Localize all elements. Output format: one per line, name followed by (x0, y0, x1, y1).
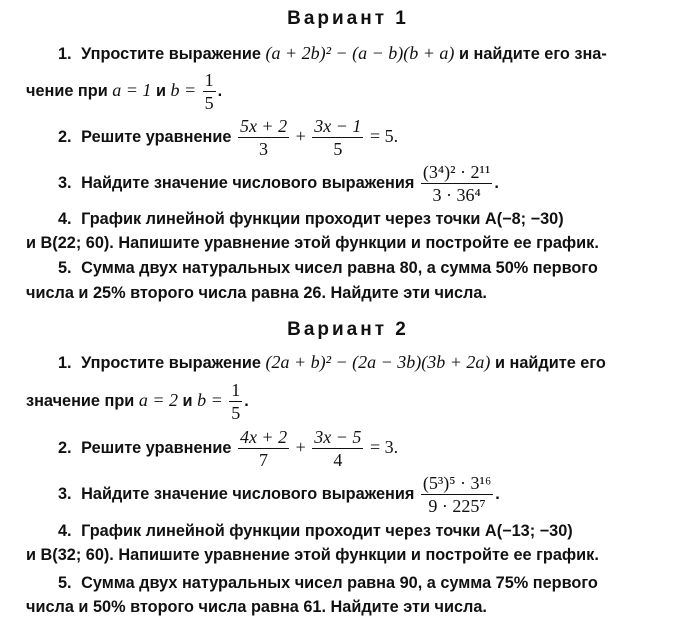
v2-task4-line2: и B(32; 60). Напишите уравнение этой функции и постройте ее график. (26, 546, 599, 564)
v1-task3-numerator: (3⁴)² · 2¹¹ (422, 162, 491, 182)
v2-task1-cond-b: b = (197, 389, 223, 410)
v1-task1-line1 (58, 43, 607, 64)
v2-task4-text1: График линейной функции проходит через точки A(−13; −30) (81, 522, 573, 540)
v1-task3-denominator: 3 · 36⁴ (432, 185, 481, 205)
v1-task1-cond-text: чение при (26, 81, 108, 100)
v2-task2-f2-num: 3x − 5 (314, 427, 362, 447)
v1-task2-text: Решите уравнение (81, 127, 232, 146)
v1-task1-line2: чение при a = 1 и b = $\frac{1}{5}$ . (26, 70, 223, 113)
v1-task2-fraction-2 (312, 116, 363, 159)
v2-task2-fraction-2 (312, 427, 363, 470)
v2-task1-fraction (229, 380, 242, 423)
v1-task2-fraction-1 (238, 116, 289, 159)
v1-task1-frac-num: 1 (204, 70, 214, 90)
v1-task1-fraction (203, 70, 216, 113)
v2-task1-cond-a: a = 2 (138, 389, 178, 410)
v2-task5-text1: Сумма двух натуральных чисел равна 90, а сумма 75% первого (81, 574, 598, 592)
v2-task3-number: 3. (58, 484, 72, 503)
v2-task1-number: 1. (58, 354, 72, 372)
v1-task1-cond-b: b = (170, 79, 197, 100)
v1-task1-text: Упростите выражение (81, 45, 261, 63)
v1-task3-number: 3. (58, 173, 72, 192)
v2-task4-line1 (58, 521, 573, 541)
variant-2-title: Вариант 2 (287, 319, 409, 340)
v2-task3-numerator: (5³)⁵ · 3¹⁶ (422, 473, 492, 493)
v2-task1-line2: значение при a = 2 и b = $\frac{1}{5}$ . (26, 380, 249, 423)
v2-task2-fraction-1 (238, 427, 289, 470)
v2-task3-denominator: 9 · 225⁷ (428, 496, 486, 516)
v1-task2-rhs: = 5. (369, 125, 399, 146)
v1-task2-f2-num: 3x − 1 (314, 116, 362, 136)
v1-task3-text: Найдите значение числового выражения (81, 173, 415, 192)
v1-task2-plus: + (295, 125, 306, 146)
v2-task2-f1-den: 7 (259, 450, 268, 470)
v1-task2-number: 2. (58, 127, 72, 146)
v2-task1-and: и (182, 391, 193, 410)
v1-task1-expression: (a + 2b)² − (a − b)(b + a) (265, 43, 455, 63)
v1-task2 (58, 116, 398, 159)
v2-task2 (58, 427, 398, 470)
v1-task4-number: 4. (58, 210, 72, 228)
v2-task3-text: Найдите значение числового выражения (81, 484, 415, 503)
v1-task1-text-end: и найдите его зна- (458, 45, 607, 63)
v2-task2-f2-den: 4 (333, 450, 343, 470)
v1-task1-cond-a: a = 1 (112, 79, 152, 100)
v2-task2-rhs: = 3. (369, 436, 399, 457)
v1-task2-f2-den: 5 (333, 139, 343, 159)
v1-task4-text1: График линейной функции проходит через точки A(−8; −30) (81, 210, 564, 228)
v1-task2-f1-num: 5x + 2 (239, 116, 288, 136)
v2-task1-text-end: и найдите его (494, 354, 606, 372)
v1-task5-line2: числа и 25% второго числа равна 26. Найдите эти числа. (26, 284, 487, 302)
v2-task1-frac-num: 1 (231, 380, 241, 400)
v2-task5-line1 (58, 573, 598, 593)
v1-task4-line2: и B(22; 60). Напишите уравнение этой функции и постройте ее график. (26, 234, 599, 252)
v2-task5-number: 5. (58, 574, 72, 592)
v2-task4-number: 4. (58, 522, 72, 540)
v2-task3: 3. Найдите значение числового выражения $\frac{\text{(5³)⁵ · 3¹⁶}}{\text{9 · 225⁷}}$ . (58, 473, 500, 516)
v2-task2-number: 2. (58, 438, 72, 457)
v1-task2-f1-den: 3 (259, 139, 268, 159)
v1-task5-number: 5. (58, 259, 72, 277)
v2-task1-cond-text: значение при (26, 391, 135, 410)
v1-task4-line1 (58, 209, 564, 229)
variant-1-title: Вариант 1 (287, 8, 409, 29)
v2-task1-text: Упростите выражение (81, 354, 261, 372)
v2-task2-f1-num: 4x + 2 (239, 427, 288, 447)
v2-task5-line2: числа и 50% второго числа равна 61. Найдите эти числа. (26, 598, 487, 616)
v2-task3-fraction (421, 473, 493, 516)
v2-task1-expression: (2a + b)² − (2a − 3b)(3b + 2a) (265, 352, 491, 372)
v1-task3-fraction (421, 162, 492, 205)
v1-task5-line1 (58, 258, 598, 278)
v2-task1-line1 (58, 352, 606, 373)
v2-task2-plus: + (295, 436, 306, 457)
v1-task5-text1: Сумма двух натуральных чисел равна 80, а сумма 50% первого (81, 259, 598, 277)
v1-task1-and: и (155, 81, 166, 100)
v1-task1-frac-den: 5 (204, 93, 214, 113)
v2-task1-frac-den: 5 (231, 403, 241, 423)
v2-task2-text: Решите уравнение (81, 438, 232, 457)
v1-task3: 3. Найдите значение числового выражения $\frac{\text{(3⁴)² · 2¹¹}}{\text{3 · 36⁴}}$ . (58, 162, 499, 205)
v1-task1-number: 1. (58, 45, 72, 63)
